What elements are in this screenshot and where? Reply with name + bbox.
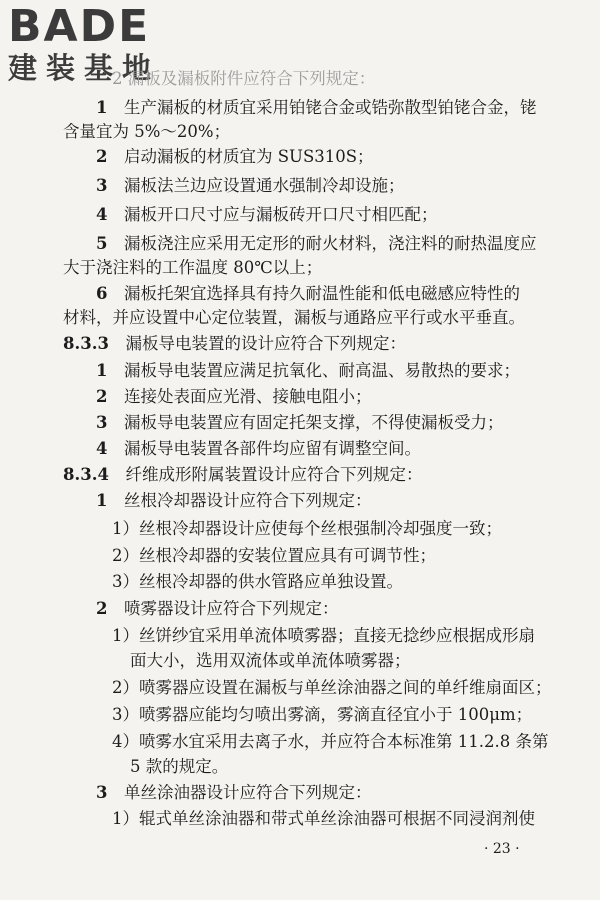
page-number: · 23 · xyxy=(484,841,520,857)
text-line: 3 漏板导电装置应有固定托架支撑，不得使漏板受力； xyxy=(96,413,504,432)
text-line: 1）丝饼纱宜采用单流体喷雾器；直接无捻纱应根据成形扇 xyxy=(112,626,535,645)
text-line: 3）喷雾器应能均匀喷出雾滴，雾滴直径宜小于 100μm； xyxy=(112,705,533,724)
text-line: 含量宜为 5%～20%； xyxy=(63,122,231,141)
text-line: 1 丝根冷却器设计应符合下列规定： xyxy=(96,491,372,510)
text-line: 1）丝根冷却器设计应使每个丝根强制冷却强度一致； xyxy=(112,519,502,538)
text-line: 6 漏板托架宜选择具有持久耐温性能和低电磁感应特性的 xyxy=(96,284,520,303)
text-line: 2）喷雾器应设置在漏板与单丝涂油器之间的单纤维扇面区； xyxy=(112,678,552,697)
text-line: 2）丝根冷却器的安装位置应具有可调节性； xyxy=(112,546,436,565)
text-line: 4）喷雾水宜采用去离子水，并应符合本标准第 11.2.8 条第 xyxy=(112,732,549,751)
text-line: 2 连接处表面应光滑、接触电阻小； xyxy=(96,387,372,406)
text-line: 面大小，选用双流体或单流体喷雾器； xyxy=(130,651,411,670)
text-line: 4 漏板导电装置各部件均应留有调整空间。 xyxy=(96,439,421,458)
text-line: 1 漏板导电装置应满足抗氧化、耐高温、易散热的要求； xyxy=(96,361,520,380)
text-line: 3 漏板法兰边应设置通水强制冷却设施； xyxy=(96,176,405,195)
text-line: 4 漏板开口尺寸应与漏板砖开口尺寸相匹配； xyxy=(96,205,438,224)
text-line: 5 漏板浇注应采用无定形的耐火材料，浇注料的耐热温度应 xyxy=(96,234,537,253)
logo-subtitle: 建装基地 xyxy=(8,51,161,85)
clause-heading: 8.3.3 漏板导电装置的设计应符合下列规定： xyxy=(63,334,406,353)
text-line: 材料，并应设置中心定位装置，漏板与通路应平行或水平垂直。 xyxy=(63,308,525,327)
text-line: 大于浇注料的工作温度 80℃以上； xyxy=(63,258,323,277)
text-line: 5 款的规定。 xyxy=(130,757,229,776)
text-line: 3 单丝涂油器设计应符合下列规定： xyxy=(96,783,372,802)
clause-heading: 8.3.4 纤维成形附属装置设计应符合下列规定： xyxy=(63,465,423,484)
text-line: 1）辊式单丝涂油器和带式单丝涂油器可根据不同浸润剂使 xyxy=(112,809,535,828)
logo-wordmark: BADE xyxy=(8,1,151,52)
text-line: 2 启动漏板的材质宜为 SUS310S； xyxy=(96,147,374,166)
text-line: 1 生产漏板的材质宜采用铂铑合金或锆弥散型铂铑合金，铑 xyxy=(96,98,537,117)
text-line: 2 漏板及漏板附件应符合下列规定： xyxy=(112,69,376,88)
text-line: 3）丝根冷却器的供水管路应单独设置。 xyxy=(112,572,403,591)
text-line: 2 喷雾器设计应符合下列规定： xyxy=(96,599,339,618)
